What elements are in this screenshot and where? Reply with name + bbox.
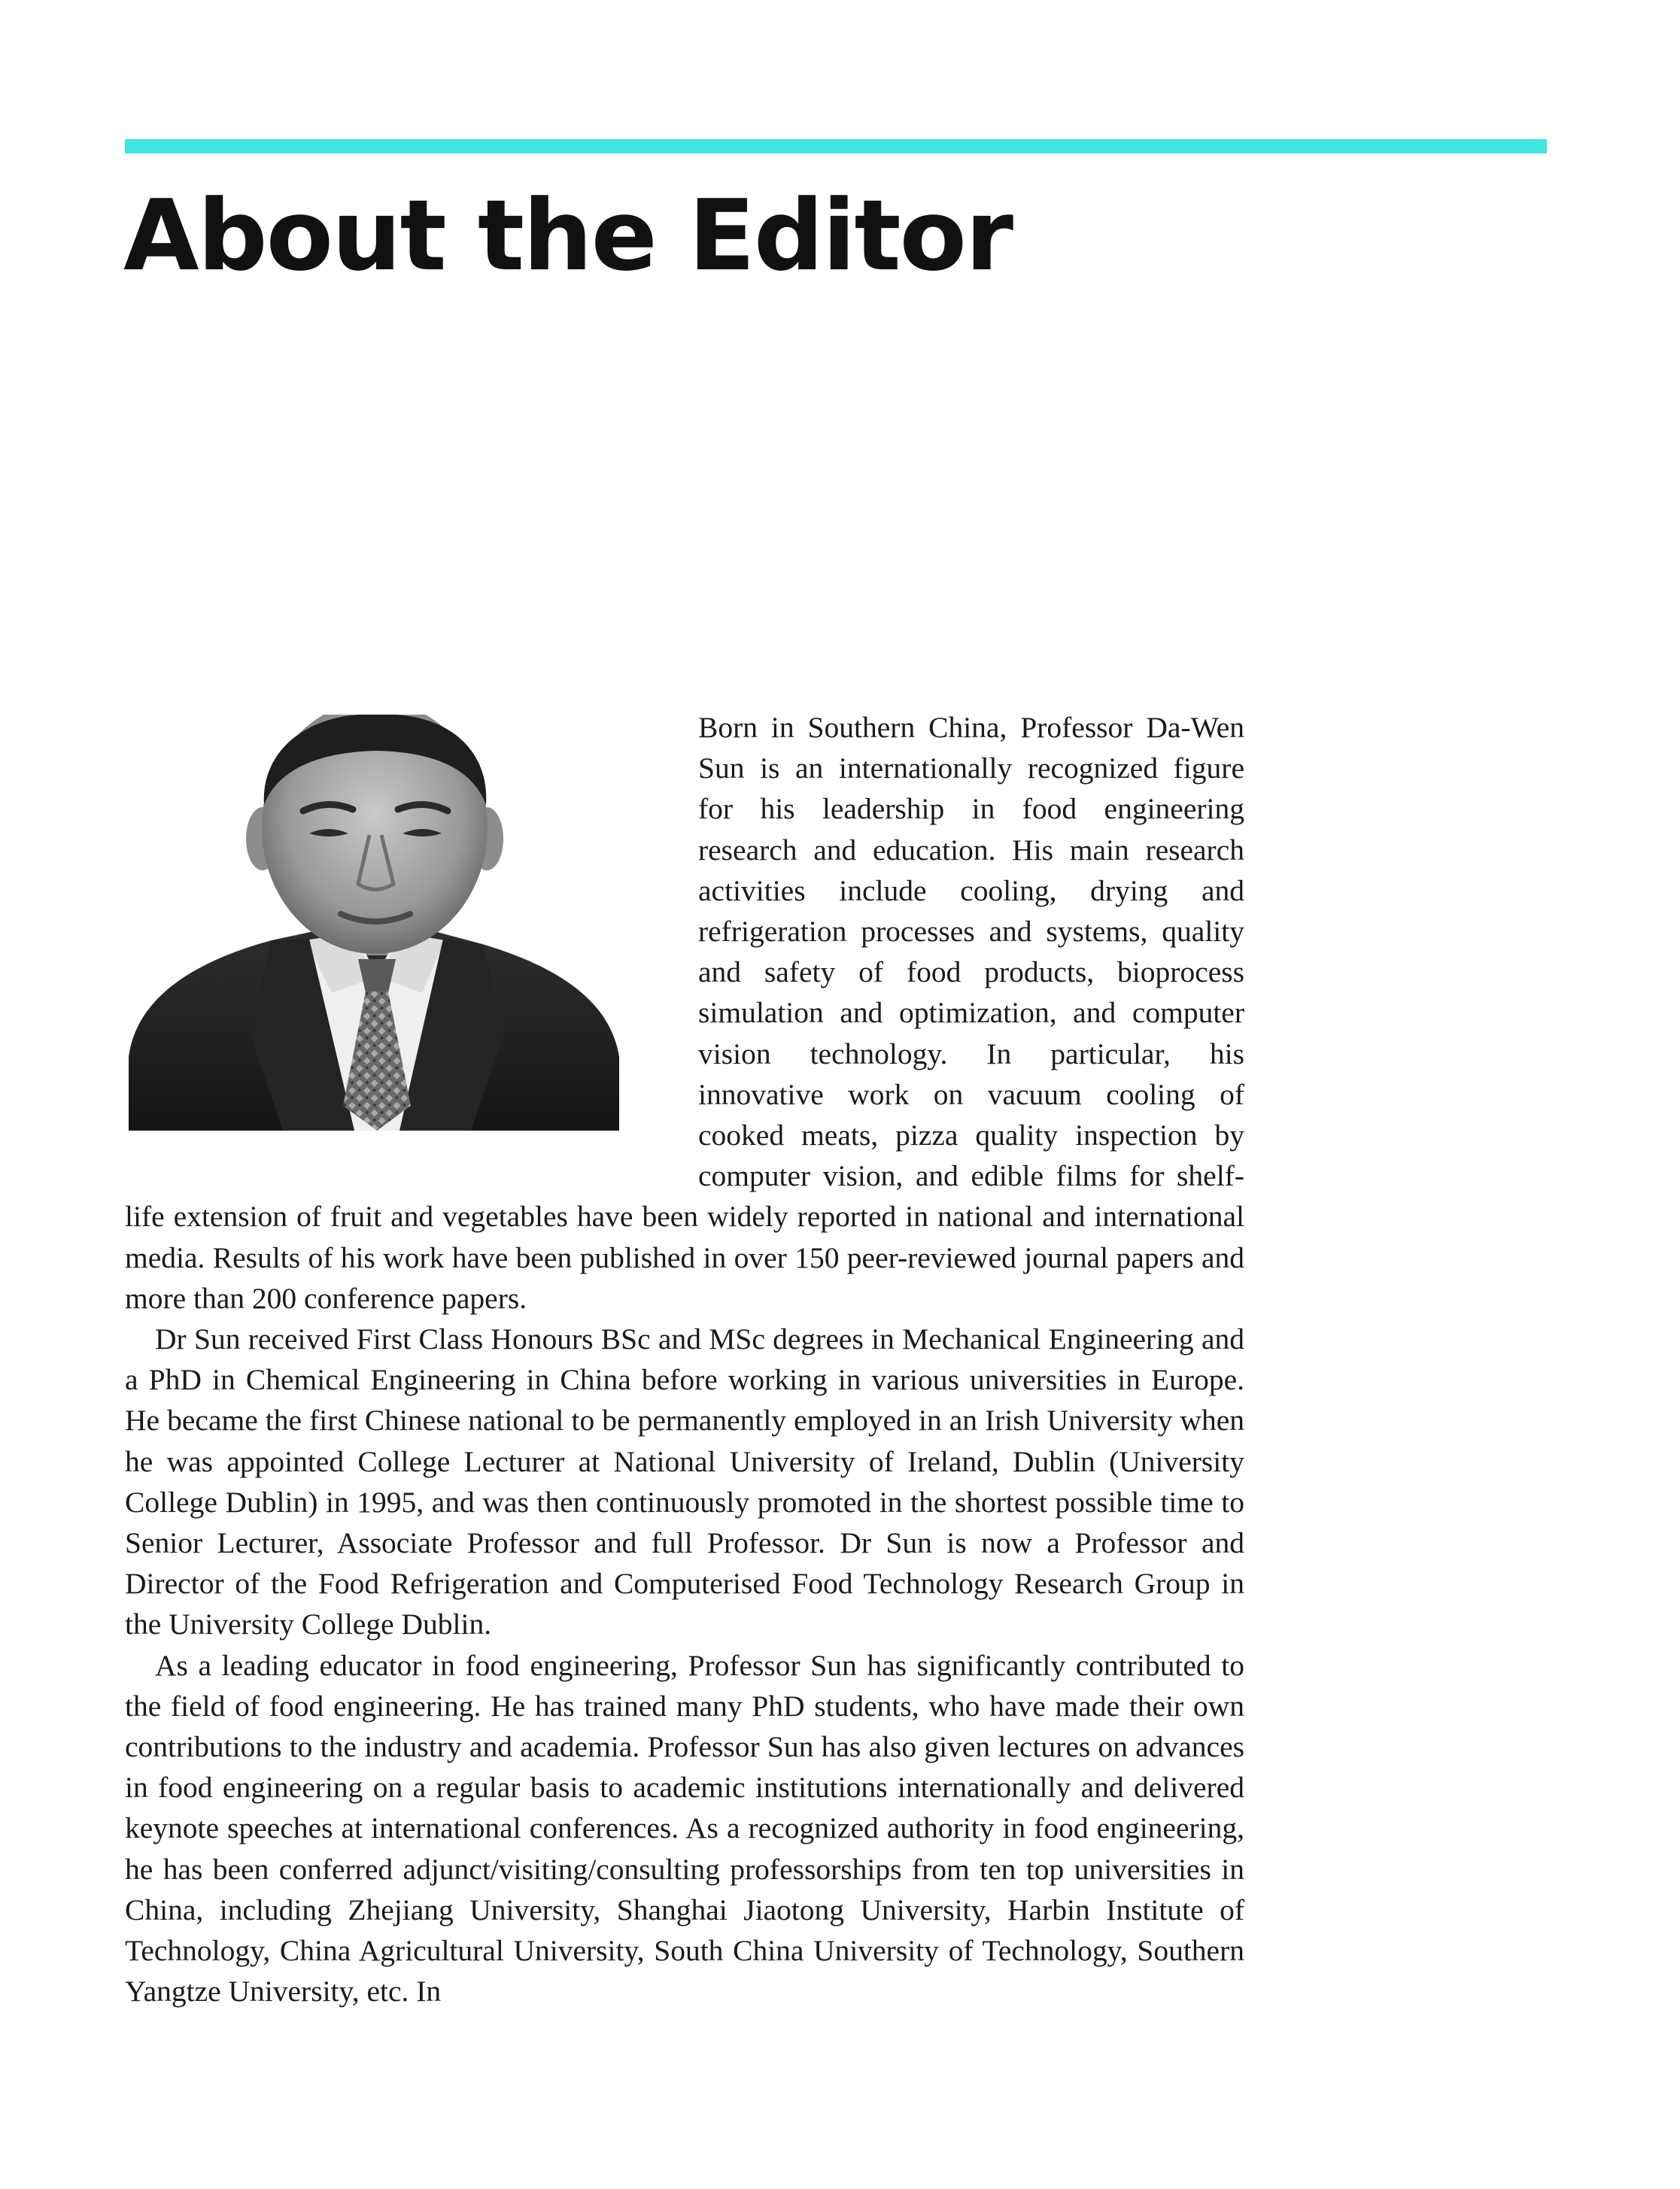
header-accent-rule <box>125 139 1547 153</box>
bio-paragraph-1: Born in Southern China, Professor Da-Wen Sun is an internationally recognized figure for his leadership in food engineering research and education. His main research activities include cooling, drying and refrigeration processes and systems, quality and safety of food products, bioprocess simulation and optimization, and computer vision technology. In particular, his innovative work on vacuum cooling of cooked meats, pizza quality inspection by computer vision, and edible films for shelf-life extension of fruit and vegetables have been widely reported in national and international media. Results of his work have been published in over 150 peer-reviewed journal papers and more than 200 conference papers. <box>125 711 1244 1315</box>
editor-biography <box>125 707 1244 2012</box>
page-title: About the Editor <box>123 178 1013 293</box>
bio-paragraph-2: Dr Sun received First Class Honours BSc and MSc degrees in Mechanical Engineering and a PhD in Chemical Engineering in China before working in various universities in Europe. He became the first Chinese national to be permanently employed in an Irish University when he was appointed College Lecturer at National University of Ireland, Dublin (University College Dublin) in 1995, and was then continuously promoted in the shortest possible time to Senior Lecturer, Associate Professor and full Professor. Dr Sun is now a Professor and Director of the Food Refrigeration and Computerised Food Technology Research Group in the University College Dublin. <box>125 1322 1244 1641</box>
bio-paragraph-3: As a leading educator in food engineering, Professor Sun has significantly contributed to the field of food engineering. He has trained many PhD students, who have made their own contributions to the industry and academia. Professor Sun has also given lectures on advances in food engineering on a regular basis to academic institutions internationally and delivered keynote speeches at international conferences. As a recognized authority in food engineering, he has been conferred adjunct/visiting/consulting professorships from ten top universities in China, including Zhejiang University, Shanghai Jiaotong University, Harbin Institute of Technology, China Agricultural University, South China University of Technology, Southern Yangtze University, etc. In <box>125 1648 1244 2008</box>
photo-wrap-spacer <box>125 707 698 1175</box>
